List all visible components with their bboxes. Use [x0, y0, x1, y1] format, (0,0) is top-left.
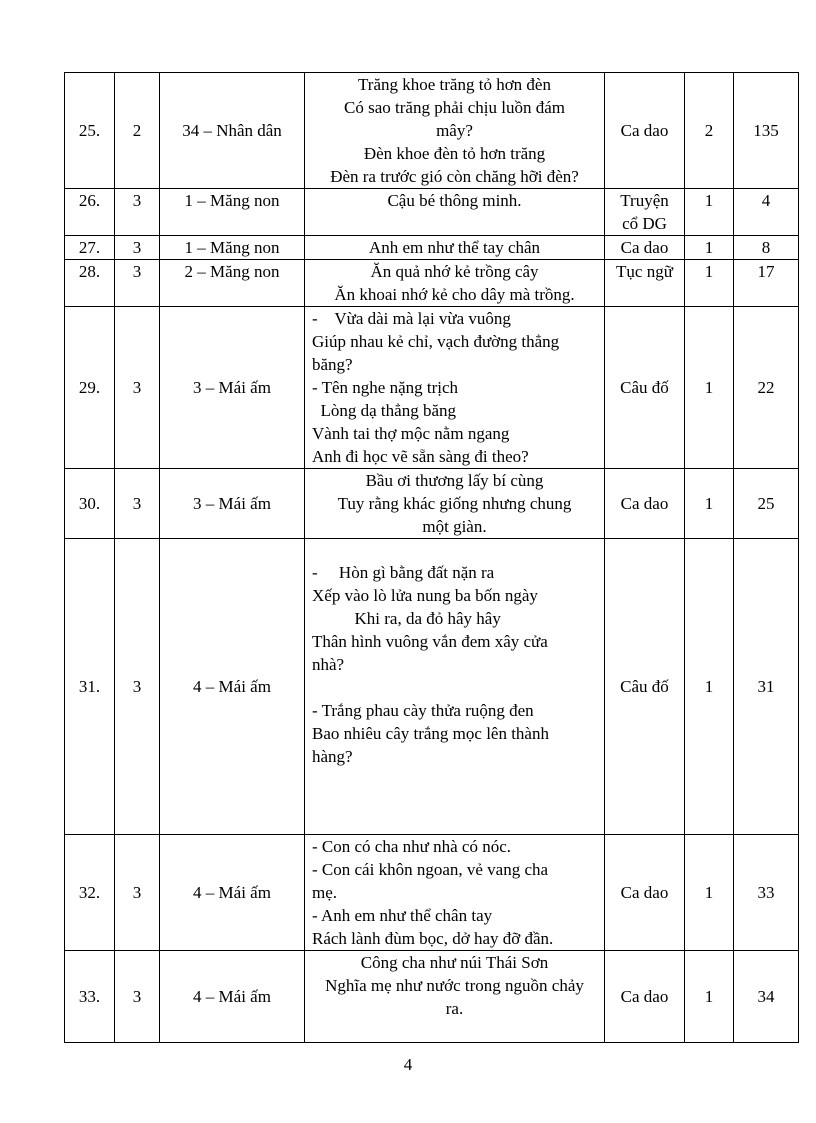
- table-row: [65, 469, 799, 539]
- text-line: - Con cái khôn ngoan, vẻ vang cha: [312, 860, 549, 879]
- text-line: - Trắng phau cày thửa ruộng đen: [312, 701, 534, 720]
- count-cell: 1: [685, 469, 734, 539]
- page-cell: 22: [734, 307, 799, 469]
- text-cell: [305, 189, 605, 236]
- page-number: 4: [403, 1055, 413, 1074]
- text-line: hàng?: [312, 747, 353, 766]
- grade-cell: 3: [115, 236, 160, 260]
- row-number: 32.: [65, 835, 115, 951]
- text-cell: [305, 307, 605, 469]
- page-cell: 25: [734, 469, 799, 539]
- count-cell: 1: [685, 260, 734, 307]
- grade-cell: 3: [115, 307, 160, 469]
- text-line: Bao nhiêu cây trắng mọc lên thành: [312, 724, 549, 743]
- table-row: [65, 260, 799, 307]
- genre-cell: Tục ngữ: [605, 260, 685, 307]
- text-cell: [305, 539, 605, 835]
- page-cell: 4: [734, 189, 799, 236]
- text-line: Công cha như núi Thái Sơn: [360, 953, 549, 972]
- text-line: Nghĩa mẹ như nước trong nguồn chảy: [325, 976, 584, 995]
- grade-cell: 3: [115, 260, 160, 307]
- text-line: mây?: [436, 121, 473, 140]
- genre-cell: Ca dao: [605, 73, 685, 189]
- table-row: [65, 835, 799, 951]
- text-cell: [305, 835, 605, 951]
- text-line: Ăn khoai nhớ kẻ cho dây mà trồng.: [334, 285, 575, 304]
- grade-cell: 3: [115, 835, 160, 951]
- text-line: [312, 676, 604, 699]
- text-line: Rách lành đùm bọc, dở hay đỡ đần.: [312, 929, 554, 948]
- text-line: Giúp nhau kẻ chỉ, vạch đường thẳng: [312, 332, 560, 351]
- row-number: 31.: [65, 539, 115, 835]
- page-cell: 34: [734, 951, 799, 1043]
- text-line: Tuy rằng khác giống nhưng chung: [337, 494, 572, 513]
- text-line: - Vừa dài mà lại vừa vuông: [312, 309, 511, 328]
- text-line: một giàn.: [422, 517, 487, 536]
- lesson-cell: 3 – Mái ấm: [160, 307, 305, 469]
- page-cell: 33: [734, 835, 799, 951]
- table-row: [65, 307, 799, 469]
- text-line: Vành tai thợ mộc nằm ngang: [312, 424, 510, 443]
- genre-cell: [605, 189, 685, 236]
- grade-cell: 3: [115, 189, 160, 236]
- page-cell: 135: [734, 73, 799, 189]
- text-line: Anh đi học vẽ sẵn sàng đi theo?: [312, 447, 529, 466]
- text-cell: [305, 951, 605, 1043]
- text-line: - Anh em như thể chân tay: [312, 906, 493, 925]
- table-row: [65, 236, 799, 260]
- text-line: Lòng dạ thẳng băng: [312, 401, 456, 420]
- table-row: [65, 189, 799, 236]
- text-line: nhà?: [312, 655, 345, 674]
- count-cell: 1: [685, 835, 734, 951]
- row-number: 26.: [65, 189, 115, 236]
- lesson-cell: 1 – Măng non: [160, 189, 305, 236]
- row-number: 25.: [65, 73, 115, 189]
- folk-literature-table: [64, 72, 799, 1043]
- genre-cell: Câu đố: [605, 307, 685, 469]
- row-number: 30.: [65, 469, 115, 539]
- text-cell: [305, 260, 605, 307]
- count-cell: 1: [685, 307, 734, 469]
- text-line: Đèn khoe đèn tỏ hơn trăng: [363, 144, 546, 163]
- count-cell: 2: [685, 73, 734, 189]
- text-line: Đèn ra trước gió còn chăng hỡi đèn?: [330, 167, 579, 186]
- lesson-cell: 2 – Măng non: [160, 260, 305, 307]
- row-number: 33.: [65, 951, 115, 1043]
- text-cell: [305, 469, 605, 539]
- genre-line: Truyện: [620, 191, 669, 210]
- genre-cell: Ca dao: [605, 236, 685, 260]
- text-line: Xếp vào lò lửa nung ba bốn ngày: [312, 586, 538, 605]
- text-line: Anh em như thể tay chân: [368, 238, 541, 257]
- lesson-cell: 3 – Mái ấm: [160, 469, 305, 539]
- row-number: 27.: [65, 236, 115, 260]
- grade-cell: 3: [115, 951, 160, 1043]
- genre-cell: Câu đố: [605, 539, 685, 835]
- text-line: Thân hình vuông vắn đem xây cửa: [312, 632, 548, 651]
- text-line: - Tên nghe nặng trịch: [312, 378, 459, 397]
- text-line: băng?: [312, 355, 353, 374]
- count-cell: 1: [685, 189, 734, 236]
- text-line: Bầu ơi thương lấy bí cùng: [365, 471, 544, 490]
- count-cell: 1: [685, 539, 734, 835]
- text-line: Cậu bé thông minh.: [387, 191, 522, 210]
- genre-cell: Ca dao: [605, 835, 685, 951]
- text-line: Ăn quả nhớ kẻ trồng cây: [370, 262, 539, 281]
- page-cell: 17: [734, 260, 799, 307]
- text-line: ra.: [445, 999, 464, 1018]
- lesson-cell: 4 – Mái ấm: [160, 539, 305, 835]
- text-cell: [305, 236, 605, 260]
- genre-line: cổ DG: [622, 214, 667, 233]
- row-number: 28.: [65, 260, 115, 307]
- text-line: Trăng khoe trăng tỏ hơn đèn: [358, 75, 551, 94]
- text-line: - Con có cha như nhà có nóc.: [312, 837, 511, 856]
- grade-cell: 2: [115, 73, 160, 189]
- text-line: - Hòn gì bằng đất nặn ra: [312, 563, 495, 582]
- grade-cell: 3: [115, 469, 160, 539]
- page-cell: 31: [734, 539, 799, 835]
- count-cell: 1: [685, 951, 734, 1043]
- lesson-cell: 4 – Mái ấm: [160, 835, 305, 951]
- count-cell: 1: [685, 236, 734, 260]
- genre-cell: Ca dao: [605, 951, 685, 1043]
- text-cell: [305, 73, 605, 189]
- grade-cell: 3: [115, 539, 160, 835]
- text-line: mẹ.: [312, 883, 338, 902]
- text-line: Có sao trăng phải chịu luồn đám: [344, 98, 565, 117]
- page-cell: 8: [734, 236, 799, 260]
- lesson-cell: 1 – Măng non: [160, 236, 305, 260]
- genre-cell: Ca dao: [605, 469, 685, 539]
- lesson-cell: 34 – Nhân dân: [160, 73, 305, 189]
- table-row: [65, 539, 799, 835]
- lesson-cell: 4 – Mái ấm: [160, 951, 305, 1043]
- text-line: Khi ra, da đỏ hây hây: [312, 609, 501, 628]
- row-number: 29.: [65, 307, 115, 469]
- table-row: [65, 73, 799, 189]
- table-row: [65, 951, 799, 1043]
